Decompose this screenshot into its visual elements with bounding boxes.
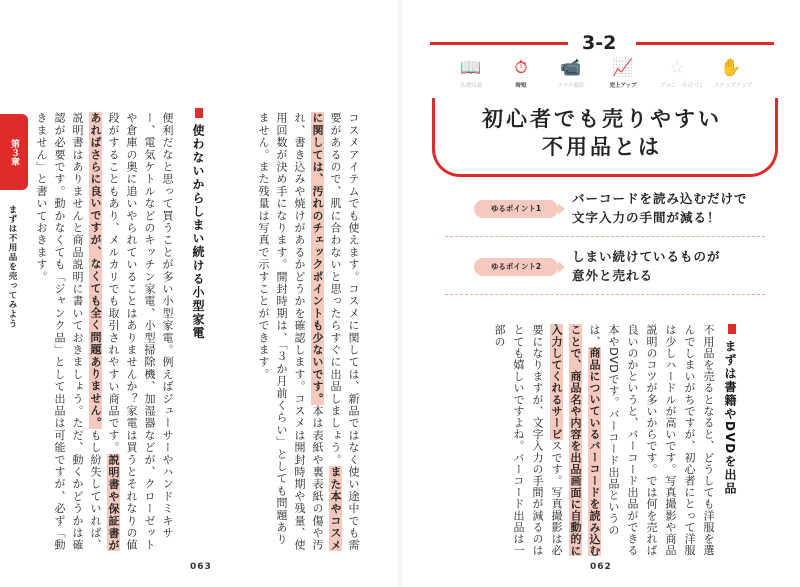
left-p2-highlight-1: 説明書や保証書があればさらに良 — [89, 112, 120, 552]
chapter-rule-right — [636, 42, 774, 45]
category-icon-row — [442, 58, 772, 98]
left-p2-line5: もし紛失していれば、説明書はありません — [71, 112, 102, 552]
category-timesave — [504, 58, 538, 89]
right-line7: やDVDです。バーコード出品という — [607, 335, 620, 525]
category-basics-label: 基礎知識 — [459, 83, 482, 89]
right-line3: 者にとって洋服は少しハードルが高い — [664, 324, 696, 557]
right-line5: いからです。では何を売れば良いのか — [626, 324, 658, 557]
right-highlight-3: 画面に自動的に入力してくれるサービ — [550, 324, 582, 557]
right-line6: というと、バーコード出品ができる本 — [607, 324, 639, 557]
point-arrow-2 — [558, 261, 565, 273]
point-arrow-1 — [558, 203, 565, 215]
category-sales-label: 売上アップ — [609, 83, 637, 89]
chart-up-icon: 📈 — [612, 58, 634, 78]
category-basics — [454, 58, 488, 89]
chapter-rule-left — [430, 42, 568, 45]
category-photo-label: スマホ撮影 — [557, 83, 585, 89]
category-pro — [660, 58, 705, 89]
left-page-number: 063 — [190, 562, 212, 572]
point-2-line1: しまい続けているものが — [572, 249, 721, 264]
left-p1-line3: 本は表紙や裏 — [311, 404, 324, 479]
point-1-line1: バーコードを読み込むだけで — [572, 191, 748, 206]
right-section-heading: まずは書籍やDVDを出品 — [723, 340, 737, 496]
category-stepup — [714, 58, 753, 89]
right-section-marker — [728, 324, 736, 334]
right-line8: のは、 — [588, 324, 620, 536]
right-paragraph — [456, 324, 718, 558]
chapter-number: 3-2 — [582, 32, 617, 54]
right-highlight-2: 読み込むことで、商品名や内容を出品 — [569, 324, 601, 557]
point-badge-2: ゆるポイント2 — [474, 258, 558, 276]
left-p2-line4: ともあり、メルカリでも取引されやすい商品です。 — [107, 173, 120, 454]
category-photo — [554, 58, 588, 89]
left-p1-line4: 表紙の傷や汚れ、書き込みや焼けがあるかどうかを確認します。コスメは開封時期や — [293, 112, 324, 552]
star-icon: ☆ — [669, 58, 685, 78]
right-line11: スです。写真撮影は必要になりますが、 — [531, 324, 563, 556]
left-paragraph-1 — [242, 112, 362, 552]
point-1-line2: 文字入力の手間が減る！ — [572, 210, 721, 225]
left-p2-line7: ても「ジャンク品」として出品は可能ですが、必ず「動きません」と書いておきます。 — [35, 112, 66, 552]
section-title-line2: 不用品とは — [542, 135, 662, 159]
book-icon: 📖 — [460, 58, 482, 78]
left-p1-highlight: また本やコスメに関しては、汚れのチェックポイントも少ないです。 — [311, 112, 342, 552]
right-line2: 洋服を選んでしまいがちですが、初心 — [683, 324, 715, 557]
left-p2-line6: と商品説明に書いておきましょう。ただ、動くかどうかは確認が必要です。動かなく — [53, 112, 84, 552]
left-p2-highlight-2: いですが、なくても全く問題ありません。 — [89, 197, 102, 430]
left-section-heading: 使わないからしまい続ける小型家電 — [191, 124, 205, 340]
point-divider-2 — [445, 294, 765, 295]
right-line4: です。写真撮影や商品説明のコツが多 — [645, 324, 677, 556]
left-p1-line1: コスメアイテムでも使えます。コスメに関しては、新品ではなく使い途中でも需要 — [329, 112, 360, 552]
book-gutter — [398, 0, 402, 587]
right-page-number: 062 — [590, 562, 612, 572]
left-p2-line1: 便利だなと思って買うことが多い小型家電。例えばジューサーやハンドミキサー、 — [143, 112, 174, 539]
chapter-tab: 第３章 — [0, 114, 28, 190]
category-sales — [606, 58, 640, 89]
left-p1-line6: りません。また残量は写真で示すことができます。 — [257, 112, 288, 546]
left-p2-line3: 奥に追いやられていることはありませんか？家電は買うとそれなりの値段がするこ — [107, 112, 138, 552]
point-divider-1 — [445, 236, 765, 237]
left-section-marker — [195, 108, 203, 118]
left-p1-line2: があるので、肌に合わないと思ったらすぐに出品しましょう。 — [329, 124, 342, 466]
category-timesave-label: 時短 — [515, 83, 527, 89]
point-text-2 — [572, 247, 721, 285]
category-stepup-label: ステップアップ — [714, 83, 753, 89]
right-line1: 不用品を売るとなると、どうしても — [702, 324, 715, 510]
hand-icon: ✋ — [720, 58, 742, 78]
right-highlight-1: 商品についているバーコードを — [588, 347, 601, 510]
right-line12: 文字入力の手間が減るのはとても嬉し — [512, 324, 544, 557]
point-2-line2: 意外と売れる — [572, 268, 654, 283]
left-p2-line2: 電気ケトルなどのキッチン家電、小型掃除機、加湿器などが、クローゼットや倉庫の — [125, 112, 156, 552]
left-p1-line5: 残量、使用回数が決め手になります。開封時期は、「３か月前くらい」としても問題あ — [275, 112, 306, 552]
right-line13: いですよね。バーコード出品は一部の — [493, 324, 525, 556]
left-paragraph-2 — [35, 112, 176, 552]
category-pro-label: プロに一歩近づく — [660, 83, 705, 89]
section-title-line1: 初心者でも売りやすい — [482, 107, 722, 131]
point-badge-1: ゆるポイント1 — [474, 200, 558, 218]
camera-icon: 📹 — [560, 58, 582, 78]
point-text-1 — [572, 189, 748, 227]
chapter-title: まずは不用品を売ってみよう — [7, 205, 17, 329]
stopwatch-icon: ⏱ — [514, 58, 528, 78]
